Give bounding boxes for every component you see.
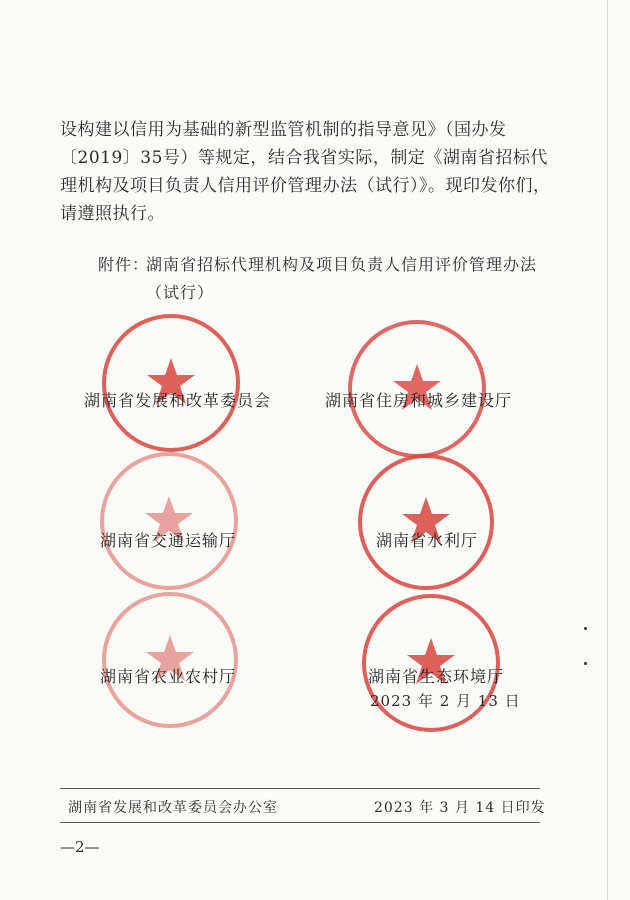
footer-issuer: 湖南省发展和改革委员会办公室 xyxy=(68,800,278,816)
red-seal-icon xyxy=(100,590,240,730)
scan-dot xyxy=(584,662,587,665)
red-seal-icon xyxy=(100,312,242,454)
scan-dot xyxy=(584,627,587,630)
attachment-label: 附件： xyxy=(98,255,150,274)
sign-date: 2023 年 2 月 13 日 xyxy=(370,692,521,710)
seal-5 xyxy=(100,590,240,730)
body-paragraph xyxy=(60,116,560,228)
footer-bottom-rule xyxy=(60,822,540,823)
signatory-name-2: 湖南省住房和城乡建设厅 xyxy=(325,391,513,410)
body-line-3: 理机构及项目负责人信用评价管理办法（试行）》。现印发你们， xyxy=(60,176,551,196)
attachment-title-line-2: （试行） xyxy=(146,283,215,302)
seal-1 xyxy=(100,312,242,454)
signatory-name-4: 湖南省水利厅 xyxy=(376,531,479,550)
page-number: —2— xyxy=(60,838,100,856)
seal-3 xyxy=(98,450,240,592)
footer-print-date: 2023 年 3 月 14 日印发 xyxy=(374,800,546,816)
red-seal-icon xyxy=(356,452,496,592)
body-line-4: 请遵照执行。 xyxy=(60,204,165,224)
footer-top-rule xyxy=(60,788,540,789)
signatory-name-5: 湖南省农业农村厅 xyxy=(100,667,237,686)
signatory-name-6: 湖南省生态环境厅 xyxy=(368,667,505,686)
seal-6 xyxy=(360,592,505,734)
signatory-name-3: 湖南省交通运输厅 xyxy=(100,531,237,550)
body-line-1: 设构建以信用为基础的新型监管机制的指导意见》（国办发 xyxy=(60,120,507,140)
attachment-title-line-1: 湖南省招标代理机构及项目负责人信用评价管理办法 xyxy=(146,255,538,274)
seal-4 xyxy=(356,452,496,592)
page-edge xyxy=(607,0,608,900)
red-seal-icon xyxy=(98,450,240,592)
red-seal-icon xyxy=(360,592,505,734)
signatory-name-1: 湖南省发展和改革委员会 xyxy=(84,391,272,410)
body-line-2: 〔2019〕35号）等规定，结合我省实际，制定《湖南省招标代 xyxy=(60,148,548,168)
